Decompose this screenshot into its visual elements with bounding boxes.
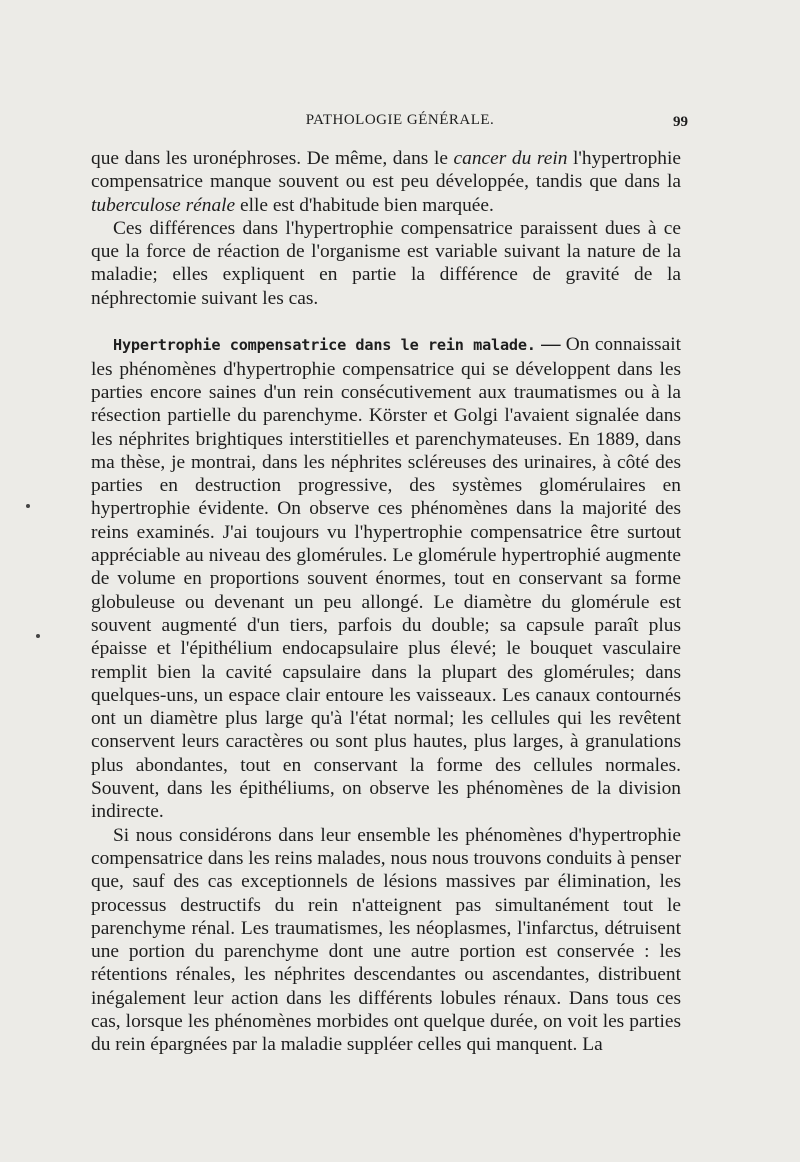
italic-term: tuberculose rénale — [91, 194, 236, 216]
em-dash: — — [535, 334, 566, 356]
body-text — [91, 147, 681, 1057]
running-title: PATHOLOGIE GÉNÉRALE. — [305, 112, 495, 128]
running-header — [0, 108, 800, 130]
margin-speck — [26, 504, 30, 508]
italic-term: cancer du rein — [453, 148, 568, 169]
paragraph-text: que dans les uronéphroses. De même, dans le — [91, 148, 454, 169]
paragraph-text: On connaissait les phénomènes d'hypertrophie compensatrice qui se développent dans les parties encore saines d'un rein consécutivement aux traumatismes ou à la résection partielle du parenchyme. Körster et Golgi l'avaient signalée dans les néphrites brightiques interstitielles et parenchymateuses. En 1889, dans ma thèse, je montrai, dans les néphrites scléreuses des urinaires, à côté des parties en destruction progressive, des systèmes glomérulaires en hypertrophie évidente. On observe ces phénomènes dans la majorité des reins examinés. J'ai toujours vu l'hypertrophie compensatrice être surtout appréciable au niveau des glomérules. Le glomérule hypertrophié augmente de volume en proportions souvent énormes, tout en conservant sa forme globuleuse ou devenant un peu allongé. Le diamètre du glomérule est souvent augmenté d'un tiers, parfois du double; sa capsule paraît plus épaisse et l'épithélium endocapsulaire plus élevé; le bouquet vasculaire remplit bien la cavité capsulaire dans la plupart des glomérules; dans quelques-uns, un espace clair entoure les vaisseaux. Les canaux contournés ont un diamètre plus large qu'à l'état normal; les cellules qui les revêtent conservent leurs caractères ou sont plus hautes, plus larges, à granulations plus abondantes, tout en conservant la forme des cellules normales. Souvent, dans les épithéliums, on observe les phénomènes de la division indirecte. — [91, 334, 681, 823]
section-paragraph — [91, 333, 681, 823]
paragraph-continuation — [91, 147, 681, 217]
paragraph: Ces différences dans l'hypertrophie compensatrice paraissent dues à ce que la force de réaction de l'organisme est variable suivant la nature de la maladie; elles expliquent en partie la différence de gravité de la néphrectomie suivant les cas. — [91, 217, 681, 309]
paragraph-text: l'hypertrophie compensatrice manque souvent ou est peu développée, tandis que dans la — [91, 148, 681, 193]
margin-speck — [36, 634, 40, 638]
page-number: 99 — [673, 114, 688, 130]
section-heading: Hypertrophie compensatrice dans le rein malade. — [113, 336, 536, 355]
paragraph: Si nous considérons dans leur ensemble les phénomènes d'hypertrophie compensatrice dans les reins malades, nous nous trouvons conduits à penser que, sauf des cas exceptionnels de lésions massives par élimination, les processus destructifs du rein n'atteignent pas simultanément tout le parenchyme rénal. Les traumatismes, les néoplasmes, l'infarctus, détruisent une portion du parenchyme dont une autre portion est conservée : les rétentions rénales, les néphrites descendantes ou ascendantes, distribuent inégalement leur action dans les différents lobules rénaux. Dans tous ces cas, lorsque les phénomènes morbides ont quelque durée, on voit les parties du rein épargnées par la maladie suppléer celles qui manquent. La — [91, 824, 681, 1056]
paragraph-spacer — [91, 310, 681, 333]
paragraph-text: elle est d'habitude bien marquée. — [235, 194, 494, 216]
